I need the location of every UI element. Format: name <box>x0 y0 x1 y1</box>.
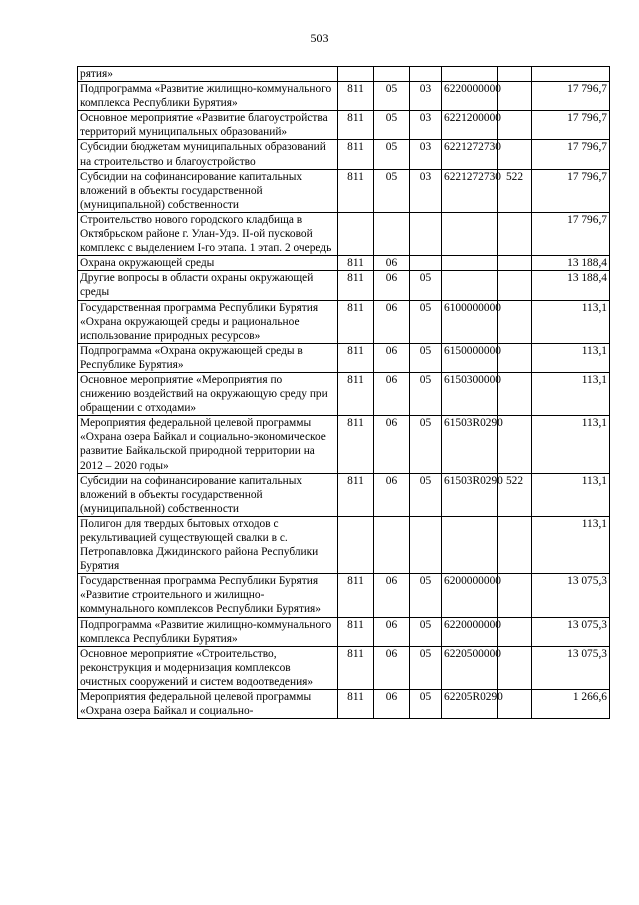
table-row <box>78 416 610 473</box>
row-csr <box>442 516 498 573</box>
row-vr <box>498 300 532 343</box>
row-name: Государственная программа Республики Бурятия «Охрана окружающей среды и рациональное использование природных ресурсов» <box>78 300 338 343</box>
table-row <box>78 82 610 111</box>
row-ved: 811 <box>338 416 374 473</box>
row-ved: 811 <box>338 140 374 169</box>
row-ved: 811 <box>338 343 374 372</box>
row-pr: 05 <box>410 690 442 719</box>
row-ved: 811 <box>338 646 374 689</box>
table-row <box>78 169 610 212</box>
row-ved: 811 <box>338 690 374 719</box>
row-name: Полигон для твердых бытовых отходов с рекультивацией существующей свалки в с. Петропавловка Джидинского района Республики Бурятия <box>78 516 338 573</box>
row-rz: 06 <box>374 473 410 516</box>
row-name: Мероприятия федеральной целевой программы «Охрана озера Байкал и социально-экономическое развитие Байкальской природной территории на 2012 – 2020 годы» <box>78 416 338 473</box>
row-name: Мероприятия федеральной целевой программы «Охрана озера Байкал и социально- <box>78 690 338 719</box>
table-row <box>78 516 610 573</box>
row-ved: 811 <box>338 82 374 111</box>
row-csr <box>442 212 498 255</box>
row-pr <box>410 212 442 255</box>
row-sum: 1 266,6 <box>532 690 610 719</box>
row-vr <box>498 271 532 300</box>
row-pr: 05 <box>410 473 442 516</box>
row-name: Основное мероприятие «Строительство, реконструкция и модернизация комплексов очистных сооружений и систем водоотведения» <box>78 646 338 689</box>
budget-table-body <box>78 67 610 719</box>
table-row <box>78 343 610 372</box>
row-ved <box>338 516 374 573</box>
row-rz: 06 <box>374 271 410 300</box>
row-csr <box>442 271 498 300</box>
row-sum: 113,1 <box>532 516 610 573</box>
row-sum: 113,1 <box>532 300 610 343</box>
row-name: Другие вопросы в области охраны окружающей среды <box>78 271 338 300</box>
row-sum: 17 796,7 <box>532 169 610 212</box>
row-name: Субсидии на софинансирование капитальных вложений в объекты государственной (муниципальной) собственности <box>78 473 338 516</box>
table-row <box>78 212 610 255</box>
row-vr: 522 <box>498 473 532 516</box>
row-ved: 811 <box>338 372 374 415</box>
table-row <box>78 646 610 689</box>
table-row <box>78 473 610 516</box>
row-vr <box>498 82 532 111</box>
row-csr: 61503R0290 <box>442 416 498 473</box>
row-vr <box>498 343 532 372</box>
row-vr <box>498 372 532 415</box>
row-vr <box>498 617 532 646</box>
table-row <box>78 690 610 719</box>
row-sum: 13 075,3 <box>532 574 610 617</box>
row-csr: 6220000000 <box>442 82 498 111</box>
row-sum: 13 075,3 <box>532 646 610 689</box>
row-sum: 113,1 <box>532 473 610 516</box>
row-rz <box>374 516 410 573</box>
table-row <box>78 111 610 140</box>
row-pr: 05 <box>410 416 442 473</box>
row-rz: 06 <box>374 416 410 473</box>
row-pr: 05 <box>410 574 442 617</box>
row-rz: 05 <box>374 82 410 111</box>
row-rz: 06 <box>374 256 410 271</box>
row-pr: 03 <box>410 169 442 212</box>
table-row <box>78 300 610 343</box>
row-pr: 05 <box>410 271 442 300</box>
row-ved: 811 <box>338 300 374 343</box>
row-rz: 06 <box>374 646 410 689</box>
row-pr: 03 <box>410 82 442 111</box>
row-pr <box>410 516 442 573</box>
row-vr <box>498 140 532 169</box>
row-name: Подпрограмма «Развитие жилищно-коммунального комплекса Республики Бурятия» <box>78 617 338 646</box>
row-vr <box>498 256 532 271</box>
row-ved <box>338 212 374 255</box>
row-ved <box>338 67 374 82</box>
row-ved: 811 <box>338 617 374 646</box>
row-ved: 811 <box>338 256 374 271</box>
row-csr: 6150000000 <box>442 343 498 372</box>
row-ved: 811 <box>338 169 374 212</box>
row-rz: 05 <box>374 169 410 212</box>
row-name: Основное мероприятие «Мероприятия по снижению воздействий на окружающую среду при обращении с отходами» <box>78 372 338 415</box>
row-ved: 811 <box>338 111 374 140</box>
row-sum: 17 796,7 <box>532 111 610 140</box>
row-csr: 6221272730 <box>442 140 498 169</box>
row-pr <box>410 256 442 271</box>
row-sum <box>532 67 610 82</box>
row-rz: 06 <box>374 574 410 617</box>
row-csr: 6220500000 <box>442 646 498 689</box>
row-csr <box>442 67 498 82</box>
table-row <box>78 140 610 169</box>
row-sum: 17 796,7 <box>532 140 610 169</box>
row-sum: 13 188,4 <box>532 256 610 271</box>
row-pr <box>410 67 442 82</box>
table-row <box>78 617 610 646</box>
row-vr <box>498 516 532 573</box>
row-sum: 13 188,4 <box>532 271 610 300</box>
table-row <box>78 67 610 82</box>
row-csr: 6100000000 <box>442 300 498 343</box>
table-row <box>78 271 610 300</box>
row-sum: 113,1 <box>532 416 610 473</box>
row-rz: 06 <box>374 372 410 415</box>
row-ved: 811 <box>338 271 374 300</box>
row-pr: 05 <box>410 372 442 415</box>
row-vr <box>498 212 532 255</box>
row-name: Субсидии на софинансирование капитальных вложений в объекты государственной (муниципальной) собственности <box>78 169 338 212</box>
row-vr <box>498 111 532 140</box>
row-csr: 6221272730 <box>442 169 498 212</box>
row-rz: 06 <box>374 343 410 372</box>
row-sum: 17 796,7 <box>532 212 610 255</box>
row-vr: 522 <box>498 169 532 212</box>
row-rz <box>374 212 410 255</box>
row-rz: 05 <box>374 140 410 169</box>
row-pr: 03 <box>410 111 442 140</box>
row-name: Подпрограмма «Развитие жилищно-коммунального комплекса Республики Бурятия» <box>78 82 338 111</box>
row-sum: 113,1 <box>532 372 610 415</box>
row-sum: 113,1 <box>532 343 610 372</box>
page-number: 503 <box>310 31 329 45</box>
row-csr: 6150300000 <box>442 372 498 415</box>
table-row <box>78 256 610 271</box>
row-csr <box>442 256 498 271</box>
row-name: рятия» <box>78 67 338 82</box>
row-csr: 6221200000 <box>442 111 498 140</box>
row-pr: 05 <box>410 300 442 343</box>
row-pr: 05 <box>410 617 442 646</box>
row-rz: 06 <box>374 300 410 343</box>
row-name: Охрана окружающей среды <box>78 256 338 271</box>
table-row <box>78 372 610 415</box>
row-pr: 05 <box>410 646 442 689</box>
row-ved: 811 <box>338 473 374 516</box>
row-name: Строительство нового городского кладбища в Октябрьском районе г. Улан-Удэ. II-ой пусковой комплекс с выделением I-го этапа. 1 этап. 2 очередь <box>78 212 338 255</box>
row-csr: 6220000000 <box>442 617 498 646</box>
row-sum: 17 796,7 <box>532 82 610 111</box>
row-csr: 62205R0290 <box>442 690 498 719</box>
row-rz <box>374 67 410 82</box>
row-name: Подпрограмма «Охрана окружающей среды в Республике Бурятия» <box>78 343 338 372</box>
row-rz: 05 <box>374 111 410 140</box>
row-name: Субсидии бюджетам муниципальных образований на строительство и благоустройство <box>78 140 338 169</box>
row-pr: 05 <box>410 343 442 372</box>
budget-table <box>77 66 610 719</box>
row-sum: 13 075,3 <box>532 617 610 646</box>
row-csr: 6200000000 <box>442 574 498 617</box>
row-name: Основное мероприятие «Развитие благоустройства территорий муниципальных образований» <box>78 111 338 140</box>
row-name: Государственная программа Республики Бурятия «Развитие строительного и жилищно-коммунального комплексов Республики Бурятия» <box>78 574 338 617</box>
row-vr <box>498 574 532 617</box>
row-pr: 03 <box>410 140 442 169</box>
row-csr: 61503R0290 <box>442 473 498 516</box>
row-vr <box>498 67 532 82</box>
row-ved: 811 <box>338 574 374 617</box>
row-rz: 06 <box>374 617 410 646</box>
row-rz: 06 <box>374 690 410 719</box>
table-row <box>78 574 610 617</box>
row-vr <box>498 646 532 689</box>
